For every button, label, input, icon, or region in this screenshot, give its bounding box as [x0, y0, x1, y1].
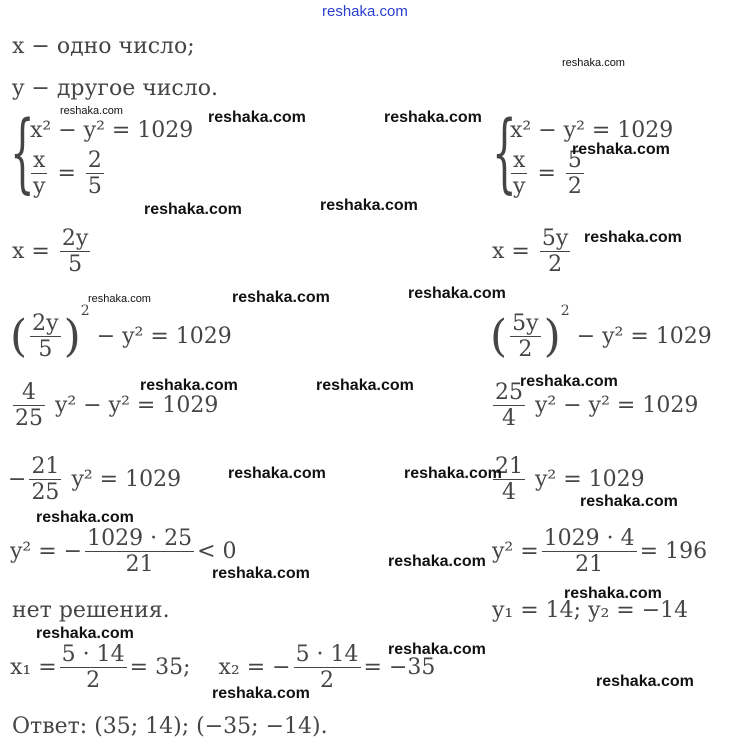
left-f4-den: 25 [15, 406, 43, 431]
watermark: reshaka.com [564, 585, 662, 602]
watermark: reshaka.com [316, 377, 414, 394]
right-sys2-num: x [511, 150, 527, 174]
right-ysq-lhs: y² = [492, 539, 539, 564]
right-f25-den: 4 [502, 406, 516, 431]
left-x-den: 5 [68, 252, 83, 277]
watermark: reshaka.com [212, 685, 310, 702]
right-x-num: 5y [541, 226, 569, 251]
x1-rest: = 35; [129, 655, 191, 680]
left-sys2-den: y [33, 174, 46, 199]
left-ysq-num: 1029 · 25 [87, 526, 193, 551]
right-system-brace: { [492, 103, 517, 203]
right-system-eq1: x² − y² = 1029 [510, 118, 674, 143]
watermark: reshaka.com [408, 285, 506, 302]
left-x-lhs: x = [12, 239, 50, 264]
right-f25-rest: y² − y² = 1029 [535, 393, 699, 418]
left-f21-den: 25 [31, 480, 60, 505]
x1-den: 2 [86, 668, 101, 693]
right-f21-rest: y² = 1029 [535, 467, 645, 492]
left-f21-rest: y² = 1029 [71, 467, 182, 492]
left-fraction-21-25 [8, 456, 181, 504]
left-sys2-eq: = [57, 161, 76, 186]
watermark: reshaka.com [584, 229, 682, 246]
watermark: reshaka.com [232, 289, 330, 306]
right-x-expression [492, 228, 573, 276]
left-sq-den: 5 [38, 337, 53, 362]
right-square-equation: ( $\frac{5y}{2}$ )$^2$ − y² = 1029 [490, 303, 712, 362]
left-ysq-lhs: y² = − [10, 539, 83, 564]
watermark: reshaka.com [384, 109, 482, 126]
left-f4-rest: y² − y² = 1029 [55, 393, 219, 418]
right-x-den: 2 [548, 252, 563, 277]
watermark: reshaka.com [228, 465, 326, 482]
watermark: reshaka.com [388, 641, 486, 658]
right-sq-den: 2 [518, 337, 533, 362]
right-ysq-rest: = 196 [639, 539, 708, 564]
right-x-lhs: x = [492, 239, 530, 264]
left-x-num: 2y [61, 226, 89, 251]
right-sys2-den: y [513, 174, 526, 199]
right-sys2-rden: 2 [567, 174, 582, 199]
right-ysq-den: 21 [575, 552, 604, 577]
right-sq-num: 5y [512, 311, 539, 336]
right-ysq-equation [492, 528, 707, 576]
watermark: reshaka.com [580, 493, 678, 510]
watermark: reshaka.com [88, 293, 151, 305]
x2-num: 5 · 14 [295, 642, 359, 667]
watermark: reshaka.com [36, 625, 134, 642]
x2-lhs: x₂ = − [218, 655, 291, 680]
watermark-top: reshaka.com [322, 3, 408, 20]
left-sys2-rnum: 2 [87, 148, 102, 173]
left-f21-minus: − [8, 467, 27, 492]
x1-lhs: x₁ = [10, 655, 57, 680]
right-roots: y₁ = 14; y₂ = −14 [492, 598, 689, 623]
right-ysq-num: 1029 · 4 [543, 526, 635, 551]
x2-rest: = −35 [363, 655, 436, 680]
right-sys2-eq: = [537, 161, 556, 186]
left-sq-num: 2y [32, 311, 59, 336]
right-sys2-rnum: 5 [567, 148, 582, 173]
watermark: reshaka.com [320, 197, 418, 214]
answer-line: Ответ: (35; 14); (−35; −14). [12, 714, 328, 739]
x2-den: 2 [320, 668, 335, 693]
no-solution-text: нет решения. [12, 598, 170, 623]
left-system-eq1: x² − y² = 1029 [30, 118, 194, 143]
left-sys2-rden: 5 [87, 174, 102, 199]
left-ysq-rest: < 0 [197, 539, 237, 564]
left-square-equation: ( $\frac{2y}{5}$ )$^2$ − y² = 1029 [10, 303, 232, 362]
left-sq-rest: − y² = 1029 [96, 324, 232, 349]
left-ysq-den: 21 [125, 552, 154, 577]
left-f21-num: 21 [31, 454, 60, 479]
watermark: reshaka.com [572, 141, 670, 158]
left-sys2-num: x [31, 150, 47, 174]
left-system-brace: { [10, 103, 35, 203]
watermark: reshaka.com [562, 57, 625, 69]
line-y-definition: y − другое число. [12, 76, 218, 101]
left-f4-num: 4 [13, 382, 45, 406]
watermark: reshaka.com [36, 509, 134, 526]
watermark: reshaka.com [404, 465, 502, 482]
watermark: reshaka.com [596, 673, 694, 690]
watermark: reshaka.com [388, 553, 486, 570]
right-f21-num: 21 [495, 454, 523, 479]
right-f21-den: 4 [502, 480, 516, 505]
watermark: reshaka.com [208, 109, 306, 126]
line-x-definition: x − одно число; [12, 34, 195, 59]
right-f25-num: 25 [495, 380, 523, 405]
watermark: reshaka.com [144, 201, 242, 218]
left-system-eq2 [28, 150, 107, 198]
x1-num: 5 · 14 [61, 642, 125, 667]
watermark: reshaka.com [520, 373, 618, 390]
watermark: reshaka.com [140, 377, 238, 394]
right-sq-rest: − y² = 1029 [576, 324, 712, 349]
watermark: reshaka.com [60, 105, 123, 117]
left-x-expression [12, 228, 93, 276]
left-ysq-equation [10, 528, 237, 576]
watermark: reshaka.com [212, 565, 310, 582]
